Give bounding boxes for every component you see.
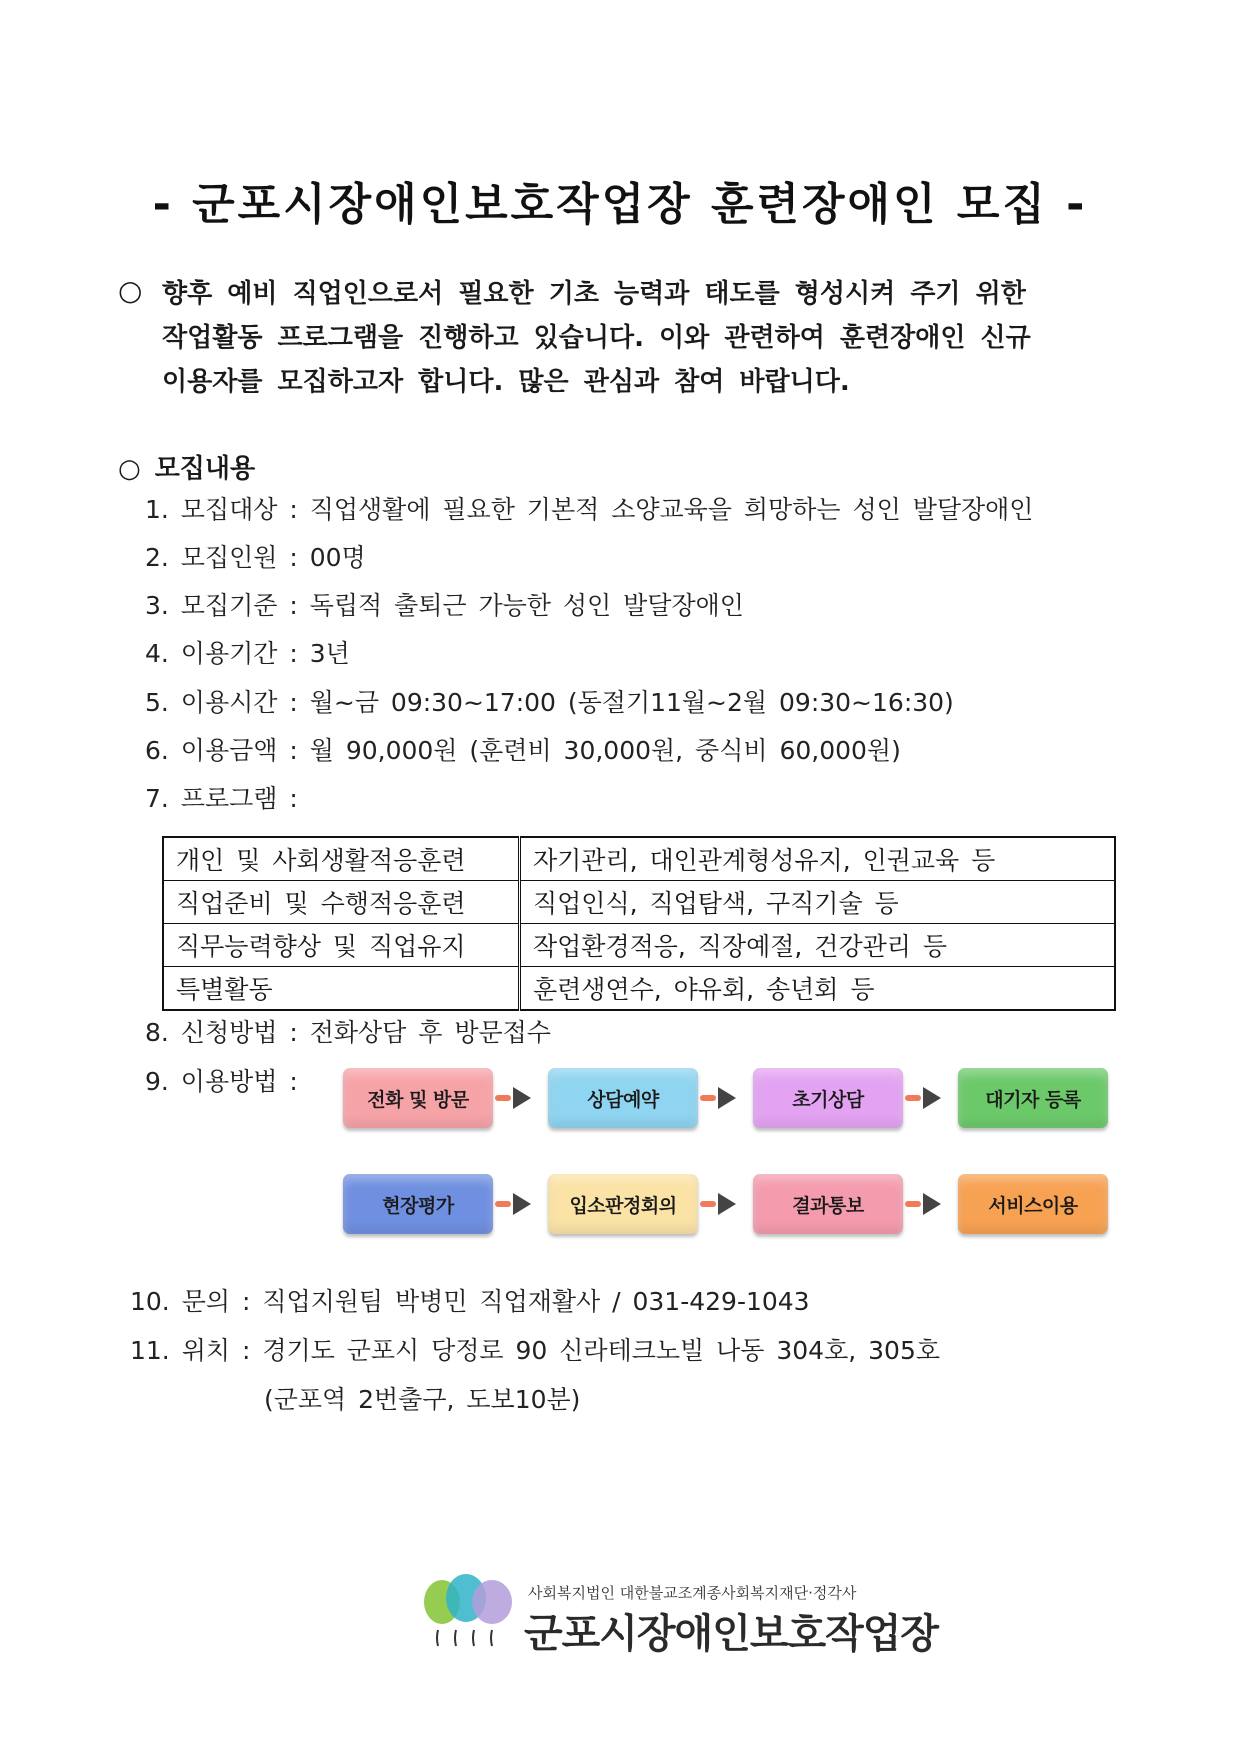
section-heading-label: 모집내용: [154, 454, 256, 484]
program-desc: 직업인식, 직업탐색, 구직기술 등: [520, 881, 1116, 924]
flow-step: 초기상담: [753, 1068, 903, 1128]
table-row: [163, 881, 1115, 924]
program-name: 직무능력향상 및 직업유지: [163, 924, 520, 967]
item-headcount: 2. 모집인원 : 00명: [145, 543, 366, 572]
intro-line: 작업활동 프로그램을 진행하고 있습니다. 이와 관련하여 훈련장애인 신규: [162, 323, 1031, 353]
item-location-note: (군포역 2번출구, 도보10분): [264, 1385, 581, 1414]
program-name: 개인 및 사회생활적응훈련: [163, 837, 520, 881]
table-row: [163, 924, 1115, 967]
flow-arrow-icon: [905, 1192, 945, 1216]
program-name: 특별활동: [163, 967, 520, 1011]
item-program: 7. 프로그램 :: [145, 784, 298, 813]
flow-step: 입소판정회의: [548, 1174, 698, 1234]
flow-step: 대기자 등록: [958, 1068, 1108, 1128]
page-title: - 군포시장애인보호작업장 훈련장애인 모집 -: [152, 179, 1088, 230]
item-contact: 10. 문의 : 직업지원팀 박병민 직업재활사 / 031-429-1043: [130, 1287, 810, 1316]
item-hours: 5. 이용시간 : 월~금 09:30~17:00 (동절기11월~2월 09:30~16:30): [145, 688, 954, 717]
flow-step: 전화 및 방문: [343, 1068, 493, 1128]
program-desc: 작업환경적응, 직장예절, 건강관리 등: [520, 924, 1116, 967]
program-desc: 자기관리, 대인관계형성유지, 인권교육 등: [520, 837, 1116, 881]
org-name: 군포시장애인보호작업장: [524, 1611, 939, 1657]
item-target: 1. 모집대상 : 직업생활에 필요한 기본적 소양교육을 희망하는 성인 발달장애인: [145, 495, 1034, 524]
item-apply-method: 8. 신청방법 : 전화상담 후 방문접수: [145, 1018, 551, 1047]
tree-logo-icon: [420, 1572, 520, 1652]
flow-arrow-icon: [495, 1086, 535, 1110]
flow-arrow-icon: [700, 1192, 740, 1216]
program-desc: 훈련생연수, 야유회, 송년회 등: [520, 967, 1116, 1011]
org-affiliation: 사회복지법인 대한불교조계종사회복지재단·정각사: [528, 1584, 857, 1602]
item-period: 4. 이용기간 : 3년: [145, 639, 350, 668]
flow-arrow-icon: [495, 1192, 535, 1216]
flow-step: 현장평가: [343, 1174, 493, 1234]
flow-step: 결과통보: [753, 1174, 903, 1234]
item-location: 11. 위치 : 경기도 군포시 당정로 90 신라테크노빌 나동 304호, 305호: [130, 1336, 940, 1365]
usage-flow-row-2: [343, 1174, 1143, 1238]
flow-arrow-icon: [700, 1086, 740, 1110]
intro-line: 이용자를 모집하고자 합니다. 많은 관심과 참여 바랍니다.: [162, 367, 850, 397]
intro-line: 향후 예비 직업인으로서 필요한 기초 능력과 태도를 형성시켜 주기 위한: [162, 279, 1026, 309]
table-row: [163, 967, 1115, 1011]
program-table: [162, 836, 1116, 1011]
circle-bullet-icon: ○: [118, 274, 143, 307]
intro-paragraph: [118, 272, 1078, 404]
organization-logo: [420, 1572, 939, 1657]
flow-step: 상담예약: [548, 1068, 698, 1128]
flow-step: 서비스이용: [958, 1174, 1108, 1234]
item-usage-label: 9. 이용방법 :: [145, 1067, 298, 1096]
program-name: 직업준비 및 수행적응훈련: [163, 881, 520, 924]
section-heading: [118, 448, 255, 485]
item-criteria: 3. 모집기준 : 독립적 출퇴근 가능한 성인 발달장애인: [145, 591, 744, 620]
usage-flow-row-1: [343, 1068, 1143, 1132]
flow-arrow-icon: [905, 1086, 945, 1110]
circle-bullet-icon: ○: [118, 454, 141, 484]
item-fee: 6. 이용금액 : 월 90,000원 (훈련비 30,000원, 중식비 60,000원): [145, 736, 901, 765]
table-row: [163, 837, 1115, 881]
